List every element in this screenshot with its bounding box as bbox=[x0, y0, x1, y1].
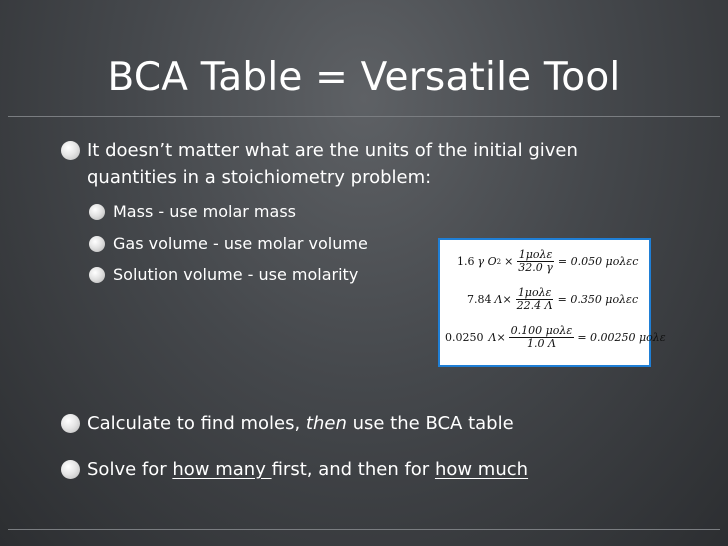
equation-row bbox=[445, 325, 666, 350]
bullet-solve bbox=[61, 456, 528, 483]
eq-times: × bbox=[502, 293, 512, 306]
bullet-dot-icon bbox=[89, 236, 105, 252]
eq-quantity: 7.84 bbox=[467, 293, 492, 306]
eq-quantity: 0.0250 bbox=[445, 331, 484, 344]
eq-denominator: 1.0 Λ bbox=[527, 337, 556, 350]
eq-numerator: 1μολε bbox=[518, 248, 553, 261]
bullet-dot-icon bbox=[61, 460, 80, 479]
eq-denominator: 32.0 γ bbox=[518, 261, 553, 274]
underlined-how-much: how much bbox=[434, 459, 529, 480]
eq-fraction bbox=[509, 325, 575, 350]
sub-bullet-label: Mass - use molar mass bbox=[113, 202, 296, 221]
equation-row bbox=[457, 249, 638, 274]
title-divider bbox=[8, 116, 720, 117]
equation-row bbox=[467, 287, 638, 312]
eq-numerator: 1μολε bbox=[517, 286, 552, 299]
bullet-units bbox=[61, 137, 578, 191]
text-segment: first, and then for bbox=[271, 459, 435, 480]
eq-fraction bbox=[515, 287, 555, 312]
eq-result: = 0.00250 μολε bbox=[577, 331, 666, 344]
text-segment: Solve for bbox=[87, 459, 173, 480]
underlined-how-many: how many bbox=[172, 459, 272, 480]
eq-quantity: 1.6 bbox=[457, 255, 475, 268]
eq-denominator: 22.4 Λ bbox=[516, 299, 553, 312]
bullet-dot-icon bbox=[89, 267, 105, 283]
bullet-units-line2: quantities in a stoichiometry problem: bbox=[87, 167, 432, 188]
eq-unit: γ O bbox=[477, 255, 497, 268]
eq-fraction bbox=[516, 249, 555, 274]
text-segment: Calculate to find moles, bbox=[87, 413, 306, 434]
bullet-dot-icon bbox=[61, 141, 80, 160]
eq-unit: Λ bbox=[494, 293, 503, 306]
bullet-calculate-text bbox=[87, 410, 514, 437]
slide-title: BCA Table = Versatile Tool bbox=[107, 55, 621, 100]
sub-bullet-gas bbox=[89, 233, 368, 255]
equations-box bbox=[438, 238, 666, 367]
footer-divider bbox=[8, 529, 720, 530]
text-segment: use the BCA table bbox=[346, 413, 514, 434]
sub-bullet-label: Gas volume - use molar volume bbox=[113, 234, 368, 253]
eq-times: × bbox=[496, 331, 506, 344]
bullet-units-line1: It doesn’t matter what are the units of the initial given bbox=[87, 140, 578, 161]
eq-result: = 0.050 μολεс bbox=[557, 255, 639, 268]
bullet-solve-text bbox=[87, 456, 528, 483]
sub-bullet-mass bbox=[89, 201, 296, 223]
sub-bullet-solution bbox=[89, 264, 358, 286]
eq-unit: Λ bbox=[488, 331, 497, 344]
bullet-dot-icon bbox=[61, 414, 80, 433]
eq-result: = 0.350 μολεс bbox=[557, 293, 639, 306]
emphasis-then: then bbox=[305, 413, 347, 434]
eq-unit-sub: 2 bbox=[496, 257, 502, 266]
sub-bullet-label: Solution volume - use molarity bbox=[113, 265, 359, 284]
eq-times: × bbox=[504, 255, 514, 268]
bullet-calculate bbox=[61, 410, 514, 437]
bullet-dot-icon bbox=[89, 204, 105, 220]
eq-numerator: 0.100 μολε bbox=[510, 324, 573, 337]
